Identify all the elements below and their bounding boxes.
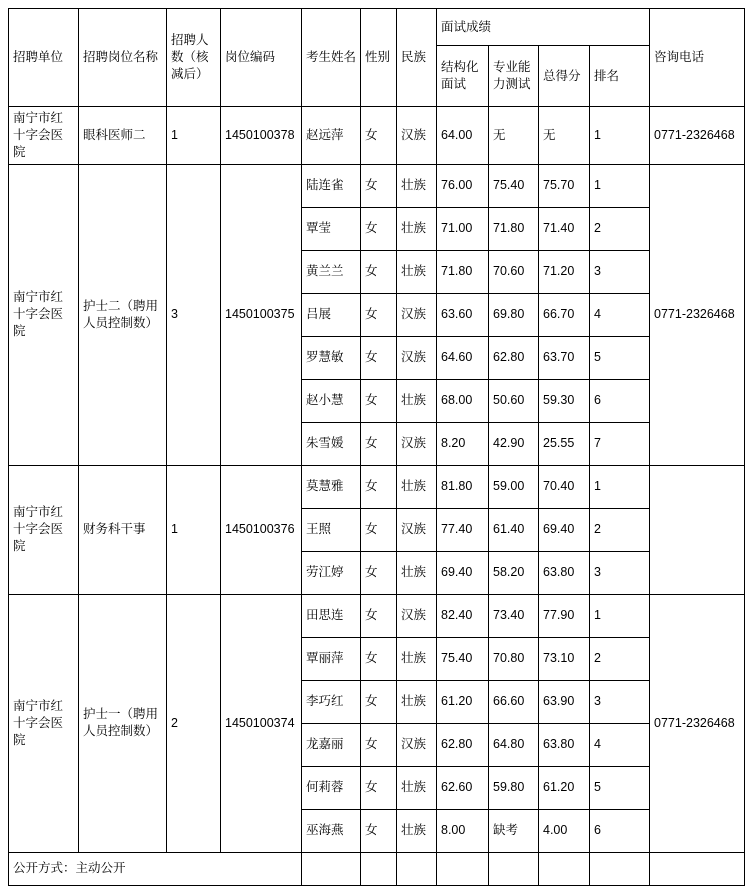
cell-professional: 71.80 — [489, 207, 539, 250]
cell-total: 71.40 — [539, 207, 590, 250]
cell-total: 66.70 — [539, 293, 590, 336]
cell-code: 1450100375 — [221, 164, 302, 465]
cell-professional: 58.20 — [489, 551, 539, 594]
header-professional: 专业能力测试 — [489, 46, 539, 107]
cell-structured: 82.40 — [437, 594, 489, 637]
cell-rank: 2 — [590, 508, 650, 551]
cell-sex: 女 — [361, 422, 397, 465]
cell-candidate: 覃莹 — [302, 207, 361, 250]
cell-ethnicity: 壮族 — [397, 465, 437, 508]
cell-candidate: 陆连雀 — [302, 164, 361, 207]
cell-sex: 女 — [361, 508, 397, 551]
cell-sex: 女 — [361, 637, 397, 680]
cell-candidate: 朱雪媛 — [302, 422, 361, 465]
cell-total: 77.90 — [539, 594, 590, 637]
table-row — [9, 107, 745, 165]
cell-total: 59.30 — [539, 379, 590, 422]
cell-total: 69.40 — [539, 508, 590, 551]
cell-ethnicity: 壮族 — [397, 250, 437, 293]
cell-ethnicity: 汉族 — [397, 336, 437, 379]
cell-professional: 64.80 — [489, 723, 539, 766]
cell-sex: 女 — [361, 293, 397, 336]
header-total: 总得分 — [539, 46, 590, 107]
cell-rank: 4 — [590, 293, 650, 336]
header-count: 招聘人数（核减后） — [167, 9, 221, 107]
cell-ethnicity: 汉族 — [397, 422, 437, 465]
cell-structured: 75.40 — [437, 637, 489, 680]
cell-rank: 5 — [590, 766, 650, 809]
cell-professional: 50.60 — [489, 379, 539, 422]
cell-structured: 8.20 — [437, 422, 489, 465]
cell-rank: 4 — [590, 723, 650, 766]
cell-ethnicity: 壮族 — [397, 379, 437, 422]
cell-candidate: 劳江婷 — [302, 551, 361, 594]
recruitment-results-table — [8, 8, 745, 886]
cell-unit: 南宁市红十字会医院 — [9, 164, 79, 465]
cell-structured: 8.00 — [437, 809, 489, 852]
cell-code: 1450100374 — [221, 594, 302, 852]
cell-structured: 71.00 — [437, 207, 489, 250]
cell-ethnicity: 壮族 — [397, 637, 437, 680]
cell-ethnicity: 壮族 — [397, 809, 437, 852]
header-structured: 结构化面试 — [437, 46, 489, 107]
header-interview-group: 面试成绩 — [437, 9, 650, 46]
cell-rank: 1 — [590, 465, 650, 508]
cell-total: 71.20 — [539, 250, 590, 293]
cell-sex: 女 — [361, 107, 397, 165]
cell-rank: 1 — [590, 594, 650, 637]
cell-professional: 59.80 — [489, 766, 539, 809]
header-rank: 排名 — [590, 46, 650, 107]
cell-rank: 3 — [590, 250, 650, 293]
cell-structured: 62.80 — [437, 723, 489, 766]
cell-rank: 6 — [590, 379, 650, 422]
cell-professional: 62.80 — [489, 336, 539, 379]
cell-candidate: 田思连 — [302, 594, 361, 637]
cell-sex: 女 — [361, 680, 397, 723]
cell-ethnicity: 汉族 — [397, 723, 437, 766]
cell-ethnicity: 汉族 — [397, 594, 437, 637]
cell-job-name: 眼科医师二 — [79, 107, 167, 165]
cell-candidate: 赵远萍 — [302, 107, 361, 165]
cell-sex: 女 — [361, 465, 397, 508]
cell-candidate: 覃丽萍 — [302, 637, 361, 680]
cell-total: 63.90 — [539, 680, 590, 723]
cell-structured: 77.40 — [437, 508, 489, 551]
header-job-name: 招聘岗位名称 — [79, 9, 167, 107]
cell-total: 63.80 — [539, 551, 590, 594]
cell-professional: 73.40 — [489, 594, 539, 637]
header-ethnicity: 民族 — [397, 9, 437, 107]
cell-rank: 3 — [590, 680, 650, 723]
cell-footer-blank — [539, 852, 590, 885]
cell-structured: 71.80 — [437, 250, 489, 293]
cell-tel: 0771-2326468 — [650, 594, 745, 852]
cell-structured: 62.60 — [437, 766, 489, 809]
cell-rank: 7 — [590, 422, 650, 465]
cell-sex: 女 — [361, 594, 397, 637]
cell-rank: 2 — [590, 637, 650, 680]
cell-unit: 南宁市红十字会医院 — [9, 465, 79, 594]
table-row — [9, 465, 745, 508]
cell-ethnicity: 壮族 — [397, 551, 437, 594]
cell-professional: 42.90 — [489, 422, 539, 465]
cell-sex: 女 — [361, 207, 397, 250]
cell-count: 3 — [167, 164, 221, 465]
cell-tel: 0771-2326468 — [650, 107, 745, 165]
cell-ethnicity: 汉族 — [397, 293, 437, 336]
cell-total: 63.70 — [539, 336, 590, 379]
cell-sex: 女 — [361, 379, 397, 422]
table-footer-row — [9, 852, 745, 885]
cell-unit: 南宁市红十字会医院 — [9, 107, 79, 165]
cell-professional: 59.00 — [489, 465, 539, 508]
document-page — [0, 8, 754, 876]
header-candidate: 考生姓名 — [302, 9, 361, 107]
table-row — [9, 164, 745, 207]
cell-total: 25.55 — [539, 422, 590, 465]
cell-rank: 3 — [590, 551, 650, 594]
cell-tel — [650, 465, 745, 594]
cell-ethnicity: 壮族 — [397, 680, 437, 723]
cell-ethnicity: 壮族 — [397, 164, 437, 207]
cell-job-name: 护士一（聘用人员控制数） — [79, 594, 167, 852]
cell-sex: 女 — [361, 250, 397, 293]
cell-count: 1 — [167, 107, 221, 165]
cell-candidate: 李巧红 — [302, 680, 361, 723]
cell-ethnicity: 壮族 — [397, 207, 437, 250]
cell-professional: 无 — [489, 107, 539, 165]
cell-structured: 76.00 — [437, 164, 489, 207]
cell-tel: 0771-2326468 — [650, 164, 745, 465]
cell-code: 1450100378 — [221, 107, 302, 165]
cell-structured: 81.80 — [437, 465, 489, 508]
header-unit: 招聘单位 — [9, 9, 79, 107]
cell-structured: 68.00 — [437, 379, 489, 422]
cell-footer-blank — [489, 852, 539, 885]
cell-rank: 6 — [590, 809, 650, 852]
cell-footer-blank — [302, 852, 361, 885]
cell-unit: 南宁市红十字会医院 — [9, 594, 79, 852]
cell-candidate: 王照 — [302, 508, 361, 551]
table-body — [9, 9, 745, 886]
cell-total: 无 — [539, 107, 590, 165]
cell-total: 70.40 — [539, 465, 590, 508]
cell-candidate: 罗慧敏 — [302, 336, 361, 379]
cell-sex: 女 — [361, 809, 397, 852]
cell-job-name: 护士二（聘用人员控制数） — [79, 164, 167, 465]
cell-code: 1450100376 — [221, 465, 302, 594]
header-code: 岗位编码 — [221, 9, 302, 107]
cell-total: 61.20 — [539, 766, 590, 809]
table-header-row — [9, 9, 745, 46]
cell-candidate: 巫海燕 — [302, 809, 361, 852]
cell-professional: 缺考 — [489, 809, 539, 852]
cell-count: 2 — [167, 594, 221, 852]
cell-structured: 69.40 — [437, 551, 489, 594]
cell-footer-blank — [361, 852, 397, 885]
cell-count: 1 — [167, 465, 221, 594]
cell-ethnicity: 汉族 — [397, 107, 437, 165]
cell-rank: 5 — [590, 336, 650, 379]
cell-total: 63.80 — [539, 723, 590, 766]
cell-candidate: 龙嘉丽 — [302, 723, 361, 766]
cell-candidate: 何莉蓉 — [302, 766, 361, 809]
cell-total: 75.70 — [539, 164, 590, 207]
cell-professional: 69.80 — [489, 293, 539, 336]
cell-professional: 70.80 — [489, 637, 539, 680]
cell-footer-blank — [650, 852, 745, 885]
cell-footer-blank — [397, 852, 437, 885]
cell-professional: 75.40 — [489, 164, 539, 207]
cell-structured: 64.00 — [437, 107, 489, 165]
cell-candidate: 莫慧雅 — [302, 465, 361, 508]
cell-rank: 1 — [590, 164, 650, 207]
cell-candidate: 吕展 — [302, 293, 361, 336]
cell-structured: 61.20 — [437, 680, 489, 723]
cell-professional: 66.60 — [489, 680, 539, 723]
cell-structured: 63.60 — [437, 293, 489, 336]
cell-disclosure-method: 公开方式：主动公开 — [9, 852, 302, 885]
cell-total: 73.10 — [539, 637, 590, 680]
header-sex: 性别 — [361, 9, 397, 107]
cell-candidate: 黄兰兰 — [302, 250, 361, 293]
cell-rank: 1 — [590, 107, 650, 165]
cell-sex: 女 — [361, 164, 397, 207]
cell-professional: 70.60 — [489, 250, 539, 293]
cell-ethnicity: 壮族 — [397, 766, 437, 809]
cell-job-name: 财务科干事 — [79, 465, 167, 594]
cell-rank: 2 — [590, 207, 650, 250]
cell-professional: 61.40 — [489, 508, 539, 551]
cell-sex: 女 — [361, 551, 397, 594]
table-row — [9, 594, 745, 637]
cell-sex: 女 — [361, 723, 397, 766]
cell-ethnicity: 汉族 — [397, 508, 437, 551]
cell-sex: 女 — [361, 336, 397, 379]
cell-candidate: 赵小慧 — [302, 379, 361, 422]
header-tel: 咨询电话 — [650, 9, 745, 107]
cell-footer-blank — [590, 852, 650, 885]
cell-sex: 女 — [361, 766, 397, 809]
cell-footer-blank — [437, 852, 489, 885]
cell-structured: 64.60 — [437, 336, 489, 379]
cell-total: 4.00 — [539, 809, 590, 852]
